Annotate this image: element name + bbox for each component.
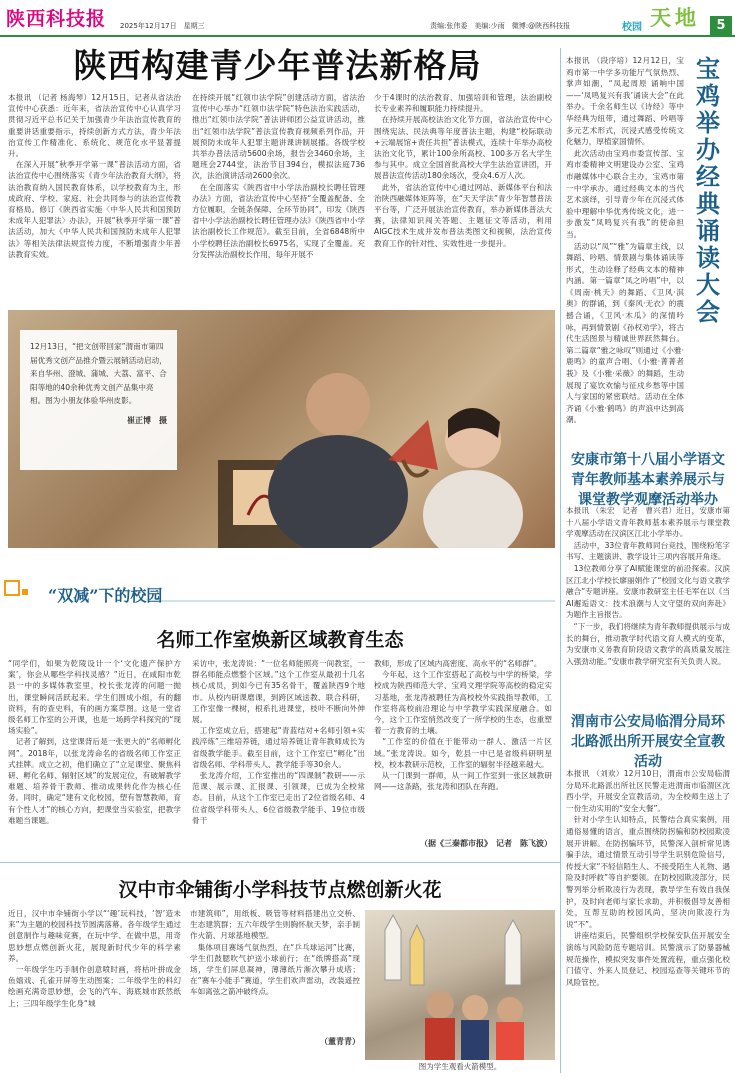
right-story-1-body: 本报讯 （段序培）12月12日，宝鸡市第一中学多功能厅气氛热烈、掌声如潮，“凤起周原 诵响中国——‘凤鸣复兴有我’诵读大会”在此举办。千余名师生以《诗经》等中华经典为纽带，通过舞蹈、吟唱等多元艺术形式，沉浸式感受传统文化魅力，厚植家国情怀。 此次活动由宝鸡市委宣传部、宝鸡市委精神文明建设办公室、宝鸡市融媒体中心联合主办，宝鸡市第一中学承办。通过经典文本的当代艺术演绎，引导青少年在沉浸式体验中理解中华优秀传统文化，进一步激发“凤鸣复兴有我”的使命担当。 活动以“凤”“雅”为篇章主线，以舞蹈、吟唱、情景剧与集体诵读等形式，生动诠释了经典文本的精神内涵。第一篇章“凤之吟唱”中，以《周南·桃夭》的舞蹈、《卫风·淇奥》的群诵，到《秦风·无衣》的震撼合诵，《卫风·木瓜》的深情吟咏，再到情景剧《孙权劝学》，将古代生活图景与精诚世界跃然舞台。第二篇章“雅之咏叹”则通过《小雅·鹿鸣》的童声合唱、《小雅·菁菁者莪》及《小雅·采薇》的舞蹈，生动展现了宴饮欢愉与征戍乡愁等中国人与家国的紧密联结。活动在全体齐诵《小雅·鹤鸣》的声浪中达到高潮。: [566, 56, 684, 425]
feature-credit: （据《三秦都市报》 记者 陈飞波）: [420, 839, 552, 848]
section-name: 校园: [622, 22, 642, 33]
feature-column-3: 教师，形成了区域内高密度、高水平的“名师群”。 今年起，这个工作室搭起了高校与中学的桥梁，学校成为陕西师范大学、宝鸡文理学院等高校的稳定实习基地，张龙涛被聘任为高校校外实践指导教师，工作室将高校前沿理论与中学教学实践深度融合。如今，这个工作室悄然改变了一所学校的生态，也重塑着一方教育的土壤。 “工作室的价值在于能带动一群人、激活一片区域。”张龙涛说。如今，乾县一中已是省级科研明星校，校本教研示范校，工作室的辐射半径越来越大。 从一门课到一群师，从一间工作室到一张区域教研网——这条路，张龙涛和团队在奔跑。: [374, 659, 552, 792]
bottom-credit: （董青青）: [320, 1037, 360, 1046]
lead-column-3: 少于4课时的法治教育、加强培训和管理，法治副校长专业素养和履职能力持续提升。 在持续开展高校法治文化节方面，省法治宣传中心围绕宪法、民法典等年度普法主题，构建“校际联动+云端展馆+责任共担”普法模式，连续十年举办高校法治文化节，累计100余所高校、100多万名大学生参与其中。成立全国首批高校大学生法治宣讲团，开展普法宣传活动180余场次，受众4.6万人次。 此外，省法治宣传中心通过网站、新媒体平台和法治陕西融媒体矩阵等，在“天天学法”青少年智慧普法平台等，广泛开展法治宣传教育，举办新媒体普法大赛，法律知识闯关答题、主题征文等活动，利用AIGC技术生成并发布普法类图文和视频，法治宣传教育工作的针对性、实效性进一步提升。: [374, 93, 552, 248]
feature-column-1: “同学们，如果为乾陵设计一个‘文化遗产保护方案’，你会从哪些学科找灵感？”近日，在咸阳市乾县一中的多媒体教室里，校长张龙涛的问题一抛出，课堂瞬间活跃起来。学生们围成小组，有的翻资料，有的查史料，有的画方案草图。这是一堂省级名师工作室的公开课，也是一场跨学科探究的“现场实验”。 记者了解到，这堂课背后是一张更大的“名师孵化网”。2018年，以张龙涛命名的省级名师工作室正式挂牌。成立之初，他们确立了“立足课堂、聚焦科研、孵化名师、辐射区域”的发展定位，有破解教学难题、培养骨干教师、推动成果转化作为核心任务。同时，确定“建有文化校园，塑有智慧教师，育有个性人才”的核心方向，把课堂当实验室，把教学难题当课题。: [8, 659, 181, 825]
page-number: 5: [710, 16, 732, 35]
masthead: [0, 0, 735, 34]
lead-photo-credit: 崔正博 摄: [127, 415, 167, 425]
masthead-rule: [0, 35, 735, 37]
column-divider: [560, 48, 561, 1073]
newspaper-logo: 陕西科技报: [6, 8, 107, 30]
bottom-column-2: 市建筑师”，用纸板、吸管等材料搭建出立交桥、生态建筑群；五六年级学生则胸怀航天梦，亲手制作火箭、月球基地模型。 集体项目赛场气氛热烈，在“乒乓球运河”比赛，学生们鼓腮吹气护送小球前行；在“纸牌搭高”现场，学生们屏息凝神，薄薄纸片渐次攀升成塔；在“赛车小能手”赛道，学生们欢声雷动，改装遥控车如离弦之箭冲破终点。: [190, 909, 360, 997]
feature-column-2: 采访中，张龙涛说：“一位名师能照亮一间教室，一群名师能点燃整个区域。”这个工作室从最初十几名核心成员，到如今已有35名骨干，覆盖陕西9个地市。从校内研课磨课，到跨区域送教、联合科研，工作室像一棵树，根系扎进课堂，枝叶不断向外伸展。 工作室成立后，搭建起“青蓝结对+名师引领+实践淬炼”三维培养链，通过培养链让青年教师成长为省级教学能手。截至目前，这个工作室已“孵化”出省级名师、学科带头人、教学能手等30余人。 张龙涛介绍，工作室推出的“四课制”教研——示范课、展示课、汇报课、引领课，已成为全校常态。目前，从这个工作室已走出了2位省级名师、4位省级学科带头人、6位省级教学能手、19位市级骨干: [192, 659, 365, 825]
right-story-2-body: 本报讯 （朱宏 记者 曹兴君）近日，安康市第十八届小学语文青年教师基本素养展示与课堂教学观摩活动在汉滨区江北小学举办。 活动中，33位青年教师同台竞技，围绕粉笔字书写、主题演讲、教学设计三项内容展开角逐。 13位教师分享了AI赋能课堂的前沿探索。汉滨区江北小学校长廖丽娟作了“校园文化与语文教学融合”专题讲座。安康市教研室主任毛军在以《当AI邂逅语文：技术浪潮与人文守望的双向奔赴》为题作主旨报告。 “下一步，我们将继续为青年教师提供展示与成长的舞台，推动教学时代语文育人模式的变革，为安康市义务教育阶段语文教学的高质量发展注入强劲动能。”安康市教学研究室有关负责人说。: [566, 506, 730, 666]
editor-credits: 责编:张伟委 美编:少雨 微博:@陕西科技报: [430, 22, 571, 30]
feature-banner-title: “双减”下的校园: [48, 586, 163, 605]
lead-photo-caption: 12月13日，“把文创带回家”渭南市第四届优秀文创产品推介暨云展销活动启动，来自华州、澄城、蒲城、大荔、富平、合阳等地的40余种优秀文创产品集中亮相。图为小朋友体验华州皮影。: [30, 342, 167, 405]
feature-headline: 名师工作室焕新区域教育生态: [156, 629, 404, 651]
lead-headline: 陕西构建青少年普法新格局: [73, 46, 482, 85]
section-tiandi-logo: [650, 2, 702, 32]
right-story-3-body: 本报讯 （刘欢）12月10日，渭南市公安局临渭分局环北路派出所社区民警走进渭南市临渭区沈西小学，开展安全宣教活动，为全校师生送上了一份生动实用的“安全大餐”。 针对小学生认知特点，民警结合真实案例，用通俗易懂的语言，重点围绕防拐骗和防校园欺凌展开讲解。在防拐骗环节，民警深入剖析常见诱骗手法，通过情景互动引导学生识别危险信号，传授大家“不轻信陌生人、不接受陌生人礼物、遇险及时呼救”等自护要领。在防校园欺凌部分，民警列举分析欺凌行为表现，教导学生有效自我保护，及时向老师与家长求助，并积极倡导友善相处，互帮互助的校园风尚，坚决向欺凌行为说“不”。 讲座结束后，民警组织学校保安队伍开展安全演练与风险防范专题培训。民警演示了防暴器械规范操作，模拟突发事件处置流程，重点强化校门值守、外来人员登记、校园巡查等关键环节的风险管控。: [566, 769, 730, 987]
bottom-column-1: 近日，汉中市伞铺街小学以“‘趣’玩科技，‘智’造未来”为主题的校园科技节圆满落幕。各年级学生通过创意制作与趣味竞赛，在玩中学、在做中思，用奇思妙想点燃创新火花，展现新时代少年的科学素养。 一年级学生巧手制作创意喷时画，将枯叶拼成金鱼嬉戏、孔雀开屏等生动图案；二年级学生的科幻绘画充满奇思妙想，会飞的汽车、海底城市跃然纸上；三四年级学生化身“城: [8, 909, 181, 1008]
lead-column-2: 在持续开展“红领巾法学院”创建活动方面，省法治宣传中心举办“红领巾法学院”特色法治实践活动，推出“红领巾法学院”普法讲师团公益宣讲活动，推出“红领巾法学院”普法宣传教育视频系列作品，开展预防未成年人犯罪主题讲课讲制展播。各级学校共举办普法活动5600余场，报告会3460余场，主题班会2744堂，法治节目394台，模拟法庭736次，法治演讲活动2600余次。 在全面落实《陕西省中小学法治副校长聘任管理办法》方面，省法治宣传中心坚持“全覆盖配备、全方位履职，全链条保障、全环节协同”，印发《陕西省中小学法治副校长聘任管理办法》《陕西省中小学法治副校长工作规范》。截至目前，全省6848所中小学校聘任法治副校长6975名，实现了全覆盖。充分发挥法治副校长作用，每年开展不: [192, 93, 365, 259]
right-story-3-title: 渭南市公安局临渭分局环北路派出所开展安全宣教活动: [571, 714, 725, 770]
right-story-1-title: 宝鸡举办经典诵读大会: [696, 54, 720, 326]
bottom-photo-caption: 图为学生观看火箭模型。: [418, 1062, 502, 1071]
section-divider: [0, 862, 560, 863]
bottom-photo-rocket-models: [365, 910, 555, 1060]
right-story-2-title: 安康市第十八届小学语文青年教师基本素养展示与课堂教学观摩活动举办: [571, 452, 725, 508]
lead-column-1: 本报讯 （记者 杨海琴）12月15日，记者从省法治宣传中心获悉：近年来，省法治宣传中心认真学习贯彻习近平总书记关于加强青少年法治宣传教育的重要讲话重要指示，持续创新方式方法，青少年法治宣传工作精准化、系统化、规范化水平显著提升。 在深入开展“秋季开学第一课”普法活动方面，省法治宣传中心围绕落实《青少年法治教育大纲》，将法治教育纳入国民教育体系，以学校教育为主，形成政府、学校、家庭、社会共同参与的法治宣传教育格局。修订《陕西省实施〈中华人民共和国预防未成年人犯罪法〉办法》，开展“秋季开学第一课”普法活动，加大《中华人民共和国预防未成年人犯罪法》等相关法律法规宣传力度，不断增强青少年普法教育实效。: [8, 93, 181, 259]
issue-date: 2025年12月17日 星期三: [120, 22, 205, 30]
rocket-models-scene: [365, 910, 555, 1060]
bottom-headline: 汉中市伞铺街小学科技节点燃创新火花: [118, 879, 442, 901]
lead-photo-caption-box: [20, 330, 177, 470]
tiandi-text: 天地: [650, 5, 700, 30]
